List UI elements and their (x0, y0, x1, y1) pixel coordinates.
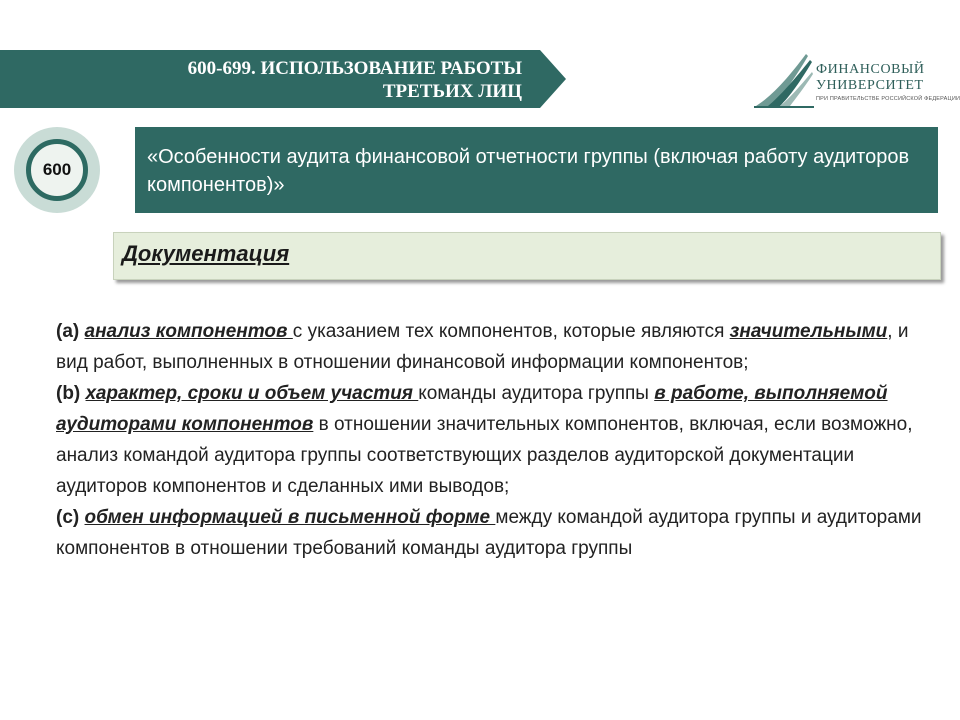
item-a-text: с указанием тех компонентов, которые являются (292, 321, 730, 342)
item-b-emphasis-2: в работе, выполняемой аудиторами компонентов (56, 383, 888, 435)
standard-number-badge (14, 127, 100, 213)
section-heading: Документация (122, 241, 290, 266)
header-title-line2: ТРЕТЬИХ ЛИЦ (382, 81, 522, 102)
item-a-emphasis-2: значительными (729, 321, 888, 342)
logo-emblem-icon (752, 50, 816, 112)
item-a-emphasis: анализ компонентов (84, 321, 293, 342)
list-item-a (56, 316, 936, 378)
item-b-marker: (b) (56, 383, 81, 404)
list-item-c (56, 502, 936, 564)
logo-subtitle: ПРИ ПРАВИТЕЛЬСТВЕ РОССИЙСКОЙ ФЕДЕРАЦИИ (816, 96, 960, 102)
header-title-line1: 600-699. ИСПОЛЬЗОВАНИЕ РАБОТЫ (187, 58, 522, 79)
item-b-text: команды аудитора группы (418, 383, 655, 404)
standard-number: 600 (26, 139, 88, 201)
section-heading-box (113, 232, 941, 280)
header-banner (0, 50, 566, 108)
standard-title-box (135, 127, 938, 213)
item-a-marker: (a) (56, 321, 80, 342)
list-item-b (56, 378, 936, 502)
header-title (188, 57, 522, 103)
item-b-text-2: в отношении значительных компонентов, включая, если возможно, анализ командой аудитора группы соответствующих разделов аудиторской документации аудиторов компонентов и сделанных ими выводов; (56, 414, 913, 497)
item-a-text-2: , и вид работ, выполненных в отношении финансовой информации компонентов; (56, 321, 909, 373)
logo-title-line2: УНИВЕРСИТЕТ (816, 78, 924, 93)
logo-title (816, 62, 925, 94)
item-b-emphasis: характер, сроки и объем участия (85, 383, 419, 404)
documentation-list (56, 316, 936, 564)
item-c-emphasis: обмен информацией в письменной форме (84, 507, 496, 528)
item-c-marker: (c) (56, 507, 80, 528)
logo-title-line1: ФИНАНСОВЫЙ (816, 62, 925, 77)
standard-title: «Особенности аудита финансовой отчетности группы (включая работу аудиторов компонентов)» (147, 146, 910, 196)
item-c-text: между командой аудитора группы и аудиторами компонентов в отношении требований команды аудитора группы (56, 507, 922, 559)
university-logo (752, 50, 960, 112)
